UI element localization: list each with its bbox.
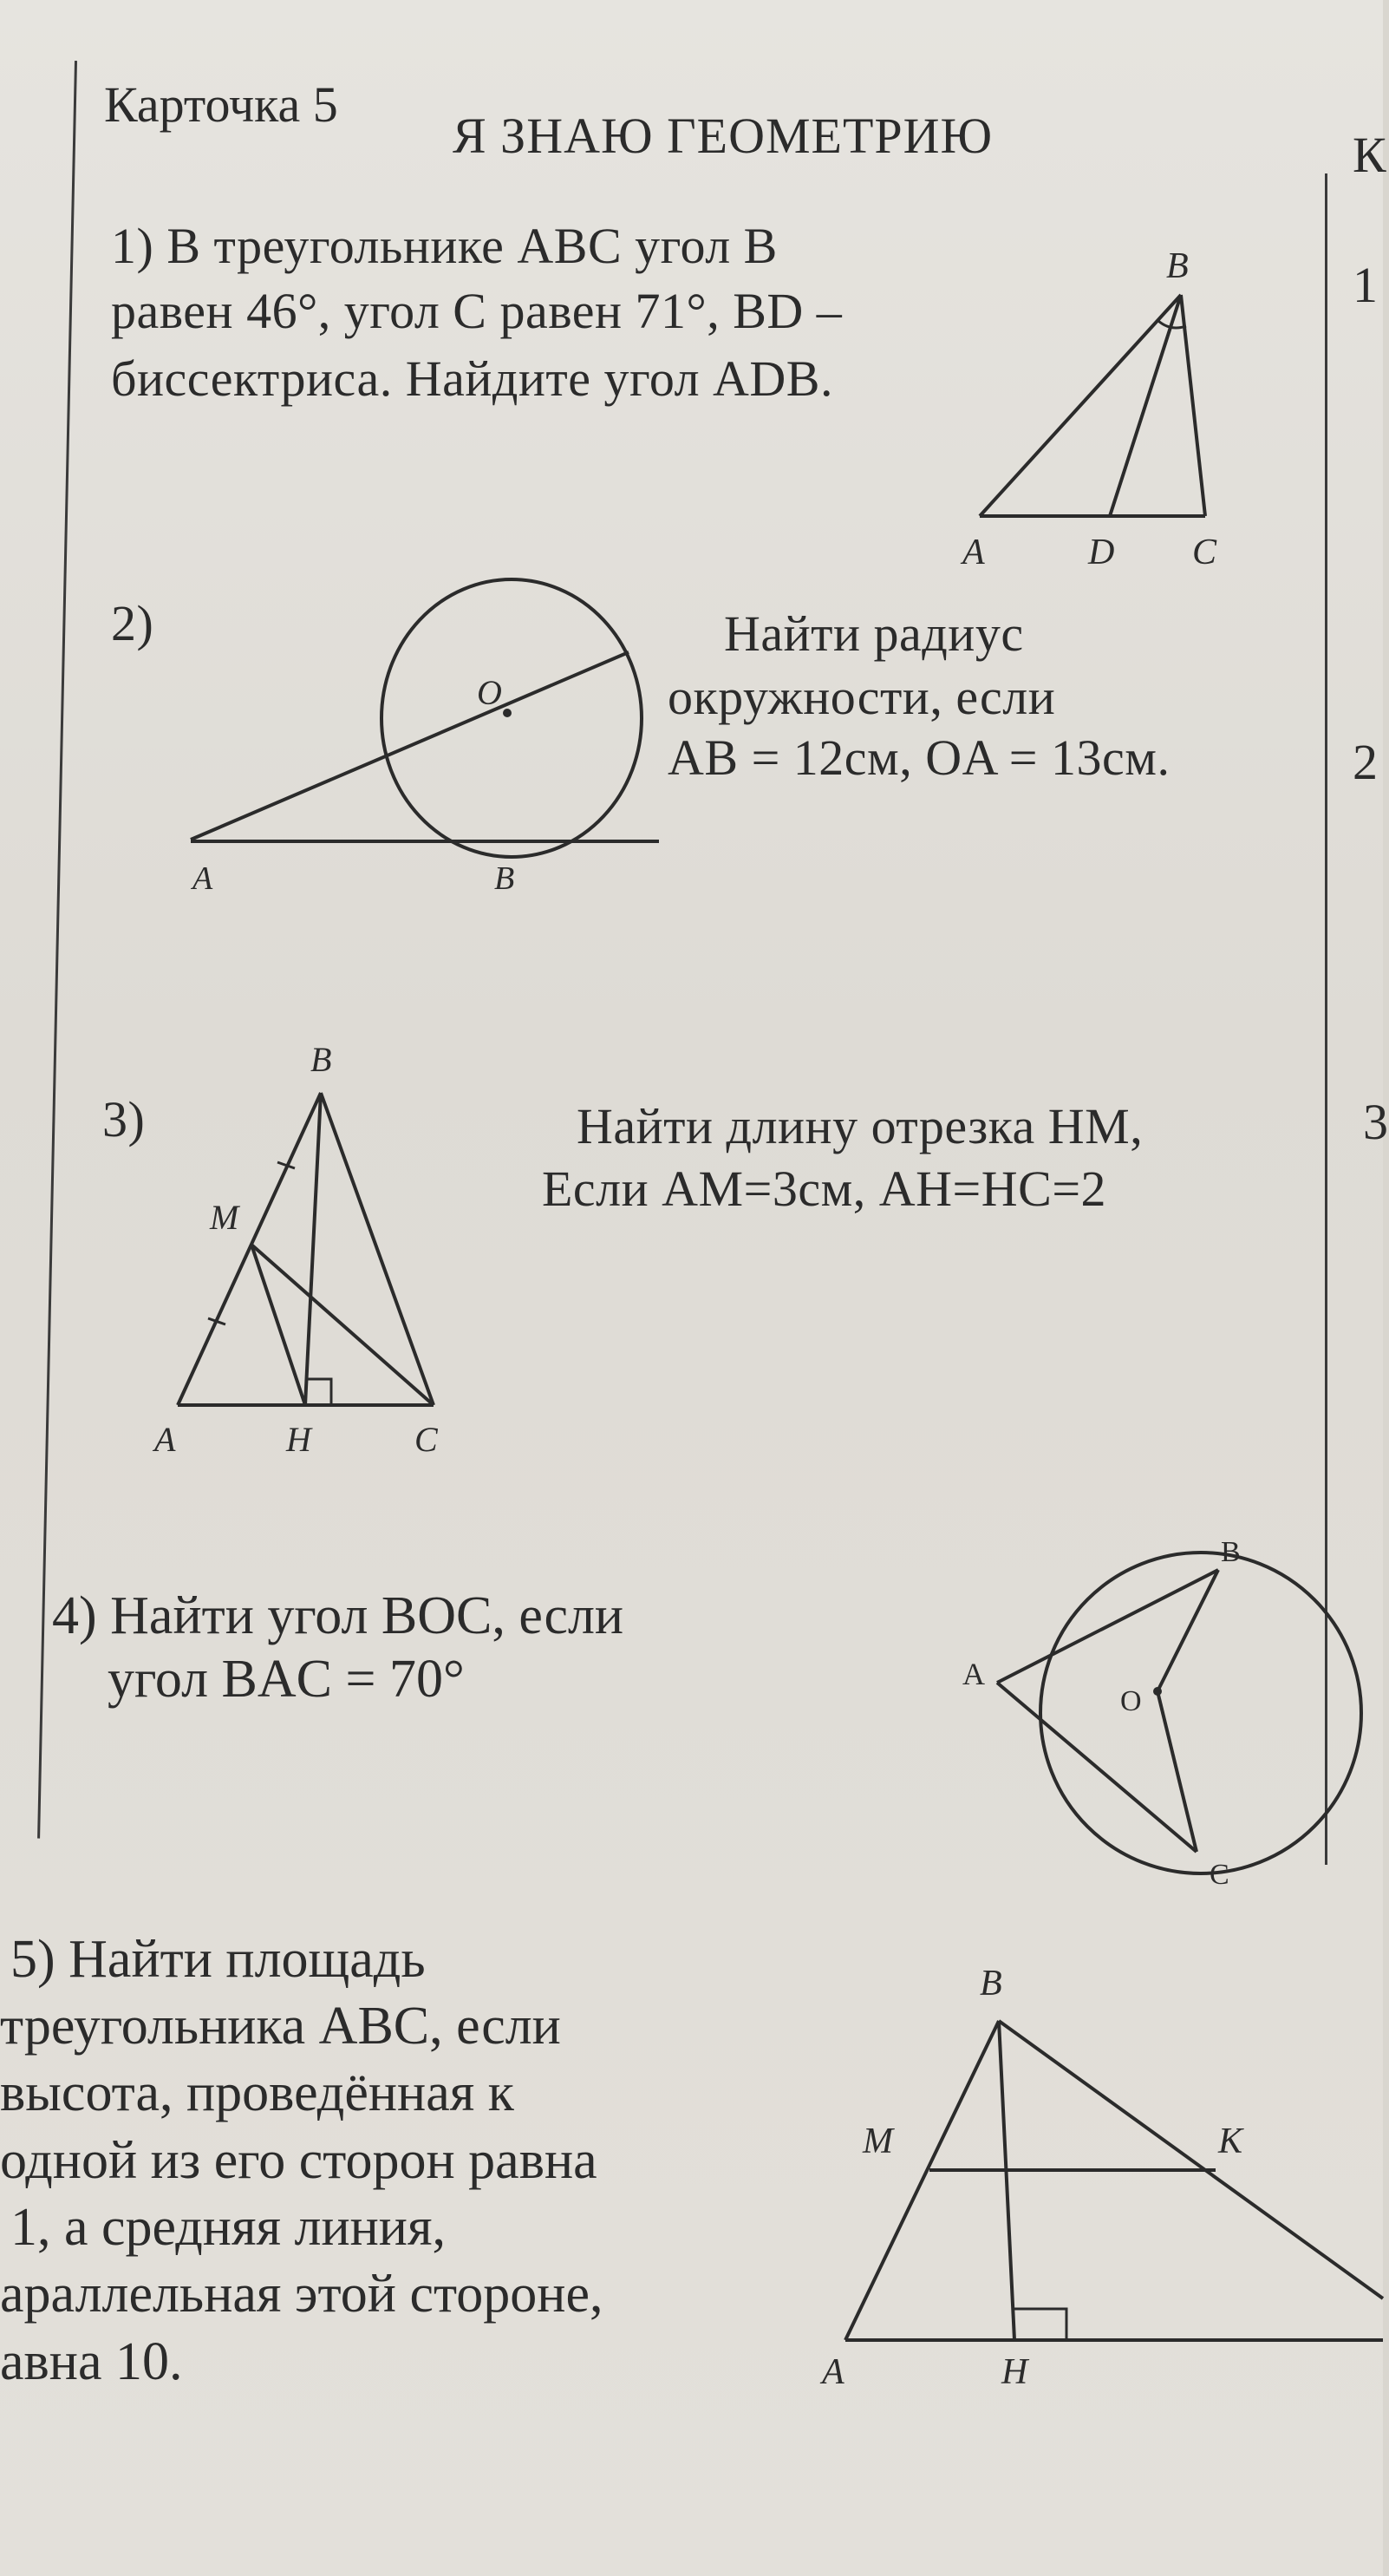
task5-triangle-figure xyxy=(798,1952,1383,2392)
page-title: Я ЗНАЮ ГЕОМЕТРИЮ xyxy=(453,108,994,164)
task5-label-B: B xyxy=(980,1964,1002,2004)
task1-text-line1: В треугольнике ABC угол B xyxy=(166,218,778,274)
task3-label-A: A xyxy=(154,1420,176,1459)
task4-text-line1: 4) Найти угол BOC, если xyxy=(52,1586,624,1645)
task2-circle-figure xyxy=(173,555,676,902)
task1-triangle-figure xyxy=(954,234,1266,581)
task5-label-A: A xyxy=(822,2352,844,2392)
task5-label-K: K xyxy=(1218,2122,1243,2161)
task4-circle-figure xyxy=(954,1527,1353,1908)
task1-line1 xyxy=(111,218,778,274)
task2-text-line3: AB = 12см, OA = 13см. xyxy=(668,729,1171,786)
task1-text-line2: равен 46°, угол C равен 71°, BD – xyxy=(111,283,843,339)
task3-label-C: C xyxy=(414,1420,438,1459)
card-number: Карточка 5 xyxy=(104,76,338,133)
left-border-line xyxy=(37,61,77,1839)
edge-number-2: 2 xyxy=(1353,734,1379,790)
task3-label-M: M xyxy=(210,1198,239,1237)
task2-number: 2) xyxy=(111,595,154,651)
edge-number-3: 3 xyxy=(1363,1094,1389,1150)
task5-text-line4: одной из его сторон равна xyxy=(0,2131,597,2190)
task4-label-O: O xyxy=(1120,1685,1142,1717)
task5-text-line5: 1, а средняя линия, xyxy=(10,2198,446,2257)
task1-label-A: A xyxy=(962,533,985,572)
task5-label-H: H xyxy=(1001,2352,1028,2392)
task2-label-A: A xyxy=(192,860,213,897)
task3-text-line2: Если AM=3см, AH=HC=2 xyxy=(542,1161,1107,1217)
task4-label-B: B xyxy=(1221,1536,1241,1568)
task5-text-line1: 5) Найти площадь xyxy=(10,1930,426,1989)
task5-text-line3: высота, проведённая к xyxy=(0,2063,514,2122)
task1-label-D: D xyxy=(1088,533,1115,572)
task5-label-M: M xyxy=(863,2122,893,2161)
task1-text-line3: биссектриса. Найдите угол ADB. xyxy=(111,350,833,407)
task2-label-O: O xyxy=(477,673,502,712)
task5-text-line6: араллельная этой стороне, xyxy=(0,2265,603,2324)
task1-label-B: B xyxy=(1166,246,1189,286)
task2-text-line1: Найти радиус xyxy=(724,605,1024,662)
task1-number: 1) xyxy=(111,218,154,274)
task1-label-C: C xyxy=(1192,533,1217,572)
task4-label-A: A xyxy=(962,1657,985,1691)
task4-label-C: C xyxy=(1210,1859,1229,1891)
task3-triangle-figure xyxy=(139,1036,468,1461)
task2-text-line2: окружности, если xyxy=(668,669,1056,725)
task4-text-line2: угол BAC = 70° xyxy=(108,1650,465,1709)
edge-letter: К xyxy=(1353,127,1386,183)
task5-text-line2: треугольника ABC, если xyxy=(0,1997,561,2056)
edge-number-1: 1 xyxy=(1353,257,1379,313)
task3-label-B: B xyxy=(310,1040,332,1079)
task3-text-line1: Найти длину отрезка HM, xyxy=(577,1098,1144,1154)
task3-label-H: H xyxy=(286,1420,311,1459)
task3-number: 3) xyxy=(102,1091,146,1147)
task2-label-B: B xyxy=(494,860,515,897)
task5-text-line7: авна 10. xyxy=(0,2332,183,2391)
